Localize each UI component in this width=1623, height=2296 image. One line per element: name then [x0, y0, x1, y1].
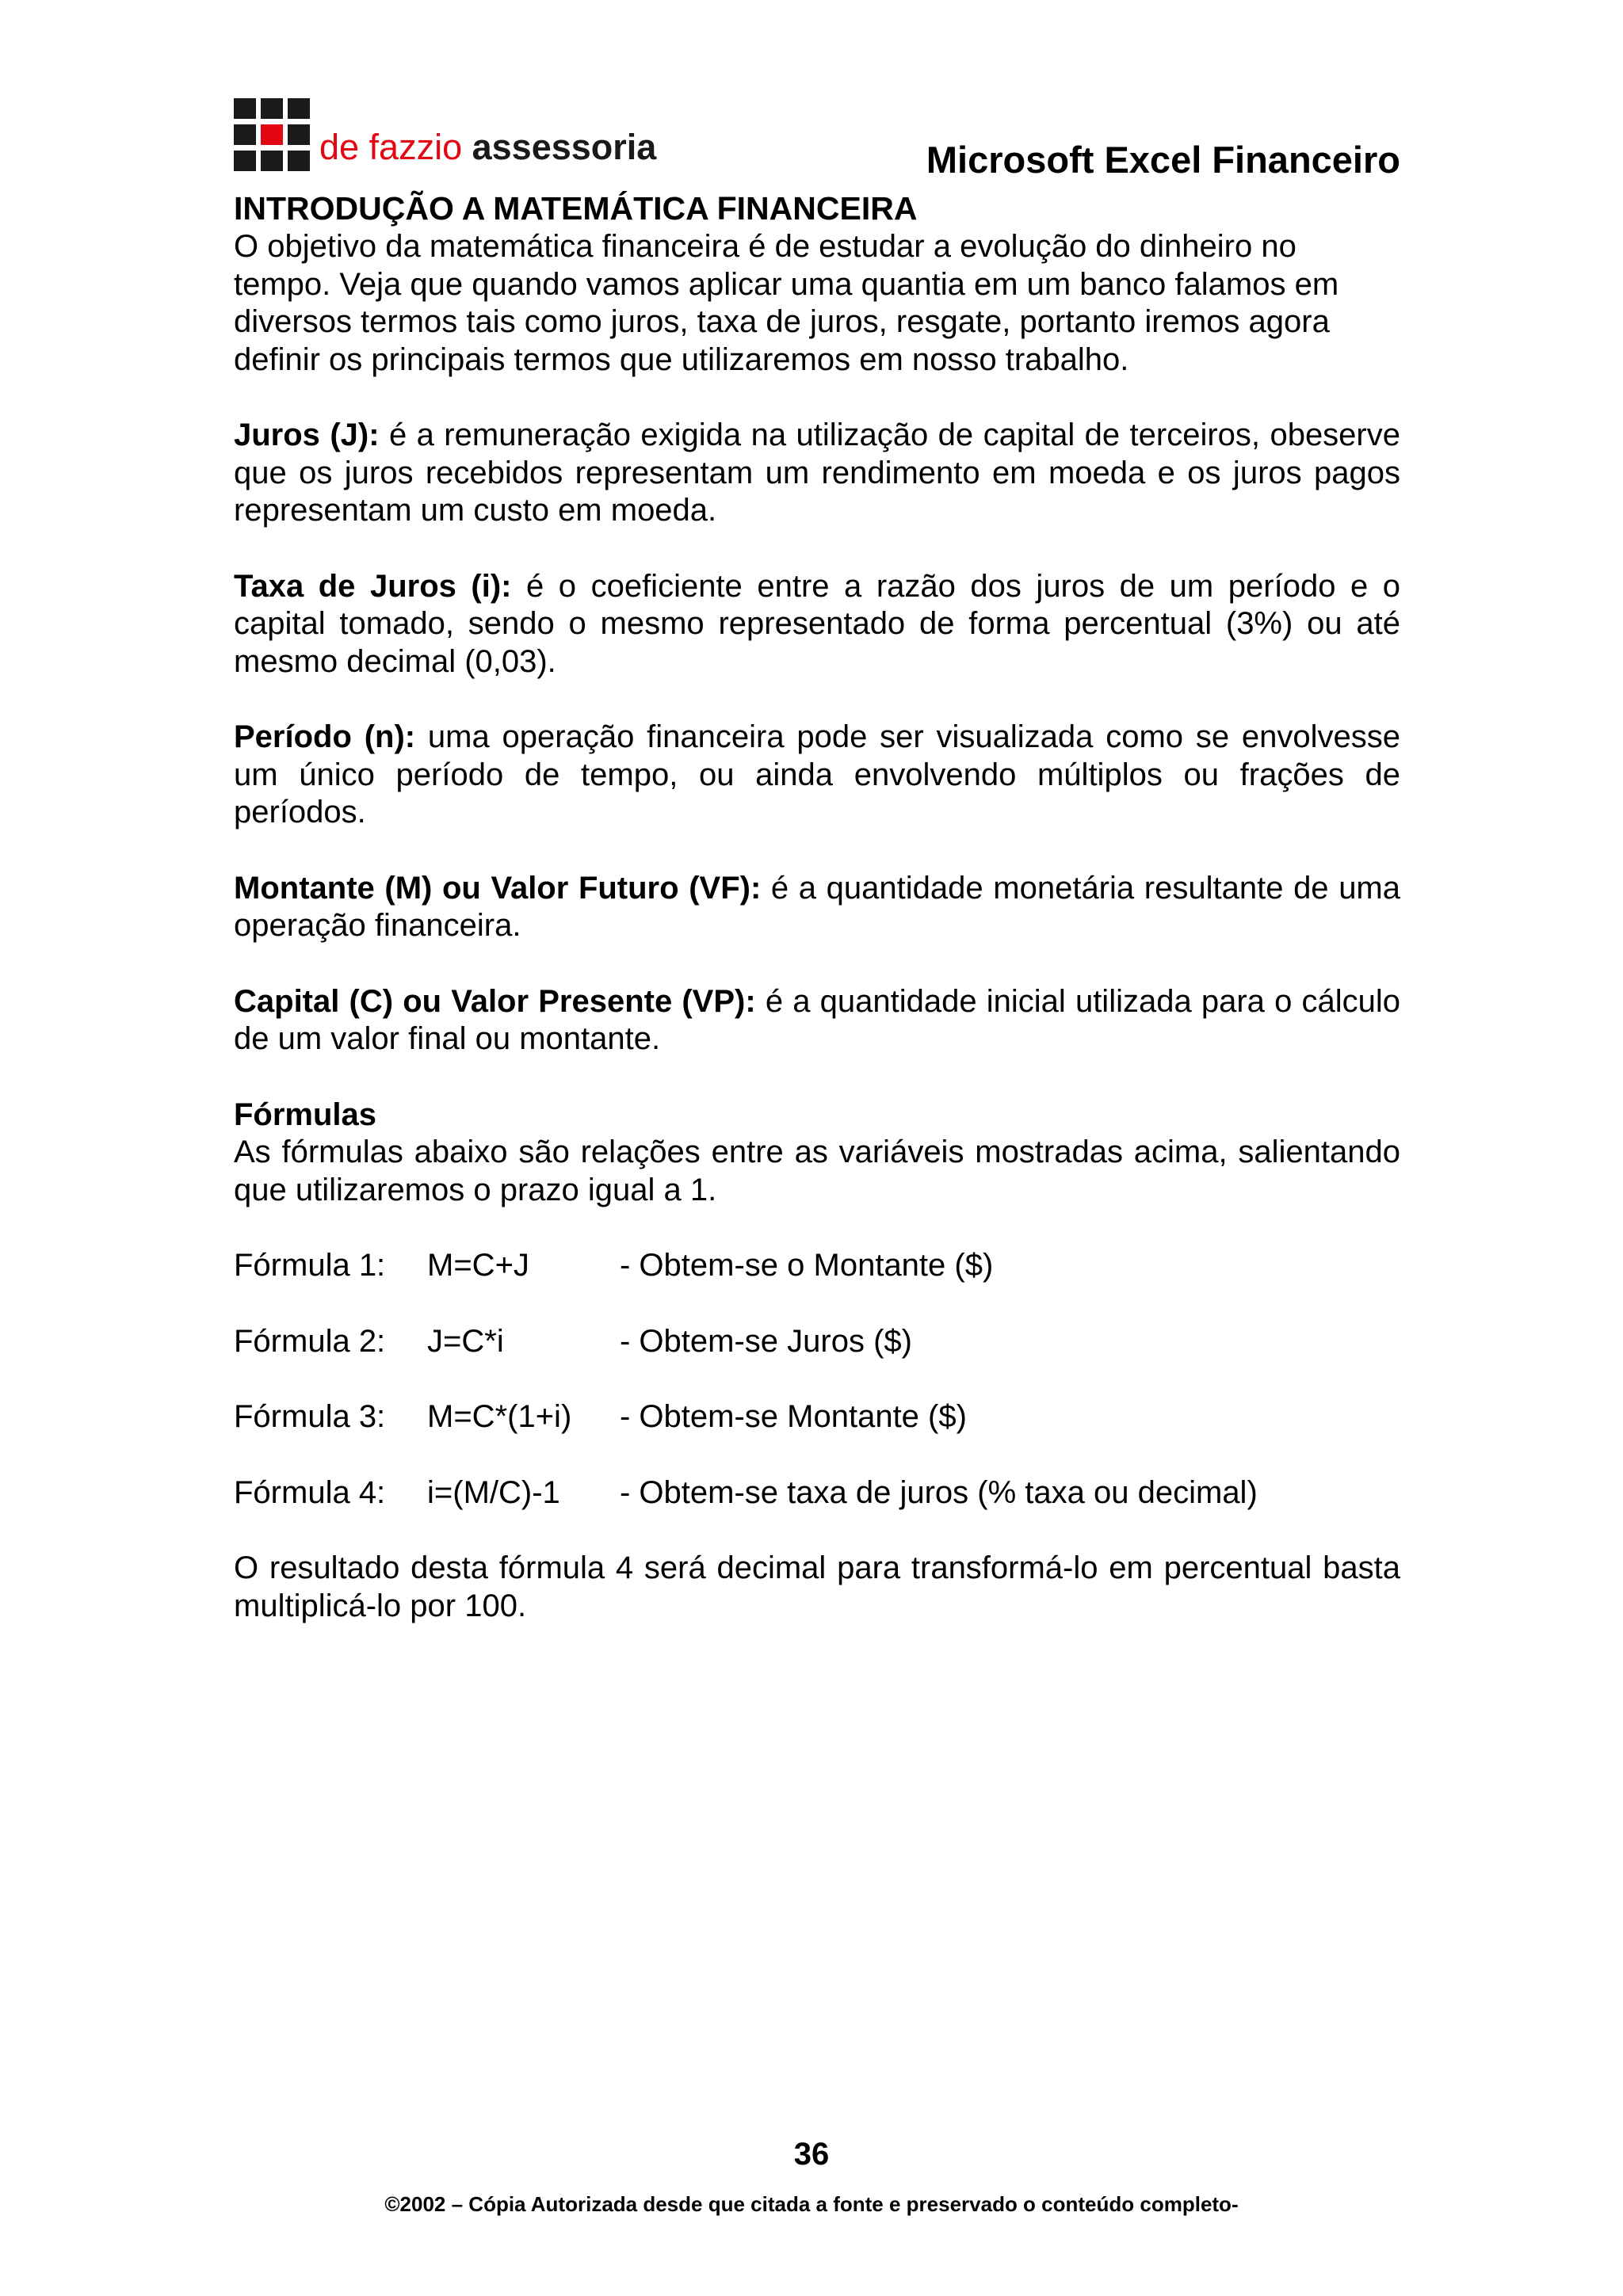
- formula-expression: M=C+J: [427, 1248, 529, 1283]
- document-title: Microsoft Excel Financeiro: [926, 139, 1400, 181]
- formula-note: O resultado desta fórmula 4 será decimal para transformá-lo em percentual basta multiplicá-lo por 100.: [234, 1550, 1400, 1623]
- definition-text: é o coeficiente entre a razão dos juros de um período e o capital tomado, sendo o mesmo representado de forma percentual (3%) ou até mesmo decimal (0,03).: [234, 568, 1400, 679]
- main-content: [234, 189, 1400, 1625]
- page-number: 36: [793, 2137, 830, 2172]
- formula-row: [234, 1398, 1400, 1436]
- copyright-notice: ©2002 – Cópia Autorizada desde que citada a fonte e preservado o conteúdo completo-: [384, 2192, 1239, 2216]
- formula-label: Fórmula 2:: [234, 1323, 386, 1359]
- formula-row: [234, 1247, 1400, 1285]
- formula-row: [234, 1323, 1400, 1361]
- formula-description: - Obtem-se taxa de juros (% taxa ou decimal): [620, 1474, 1258, 1510]
- definition-juros: [234, 417, 1400, 530]
- definition-term: Taxa de Juros (i):: [234, 568, 512, 604]
- formula-expression: J=C*i: [427, 1323, 504, 1359]
- formula-row: [234, 1474, 1400, 1512]
- company-logo: [234, 93, 678, 173]
- definition-text: uma operação financeira pode ser visualizada como se envolvesse um único período de tempo, ou ainda envolvendo múltiplos ou frações de períodos.: [234, 719, 1400, 830]
- definition-text: é a remuneração exigida na utilização de capital de terceiros, obeserve que os juros recebidos representam um rendimento em moeda e os juros pagos representam um custo em moeda.: [234, 418, 1400, 528]
- formulas-heading: Fórmulas: [234, 1097, 377, 1132]
- formula-expression: i=(M/C)-1: [427, 1474, 560, 1510]
- formula-description: - Obtem-se o Montante ($): [620, 1248, 994, 1283]
- formula-description: - Obtem-se Juros ($): [620, 1323, 912, 1359]
- definition-periodo: [234, 719, 1400, 832]
- logo-text-part2: assessoria: [462, 127, 657, 167]
- definition-capital: [234, 983, 1400, 1058]
- section-title: INTRODUÇÃO A MATEMÁTICA FINANCEIRA: [234, 190, 918, 227]
- page-header: [234, 93, 1400, 189]
- formula-label: Fórmula 1:: [234, 1248, 386, 1283]
- formula-label: Fórmula 3:: [234, 1399, 386, 1434]
- definition-term: Período (n):: [234, 719, 416, 754]
- definition-term: Juros (J):: [234, 418, 380, 452]
- definition-taxa-de-juros: [234, 568, 1400, 681]
- formulas-intro: As fórmulas abaixo são relações entre as variáveis mostradas acima, salientando que utilizaremos o prazo igual a 1.: [234, 1135, 1400, 1207]
- formula-expression: M=C*(1+i): [427, 1399, 572, 1434]
- logo-wordmark: [319, 124, 656, 171]
- intro-paragraph: O objetivo da matemática financeira é de estudar a evolução do dinheiro no tempo. Veja que quando vamos aplicar uma quantia em um banco falamos em diversos termos tais como juros, taxa de juros, resgate, portanto iremos agora definir os principais termos que utilizaremos em nosso trabalho.: [234, 229, 1339, 377]
- formula-description: - Obtem-se Montante ($): [620, 1399, 967, 1434]
- definition-montante: [234, 870, 1400, 945]
- definition-text: é a quantidade monetária resultante de uma operação financeira.: [234, 870, 1401, 943]
- definition-term: Capital (C) ou Valor Presente (VP):: [234, 983, 756, 1019]
- definition-term: Montante (M) ou Valor Futuro (VF):: [234, 870, 762, 906]
- logo-grid-icon: [234, 98, 310, 171]
- logo-text-part1: de fazzio: [319, 127, 463, 167]
- definition-text: é a quantidade inicial utilizada para o cálculo de um valor final ou montante.: [234, 983, 1400, 1056]
- formula-label: Fórmula 4:: [234, 1474, 386, 1510]
